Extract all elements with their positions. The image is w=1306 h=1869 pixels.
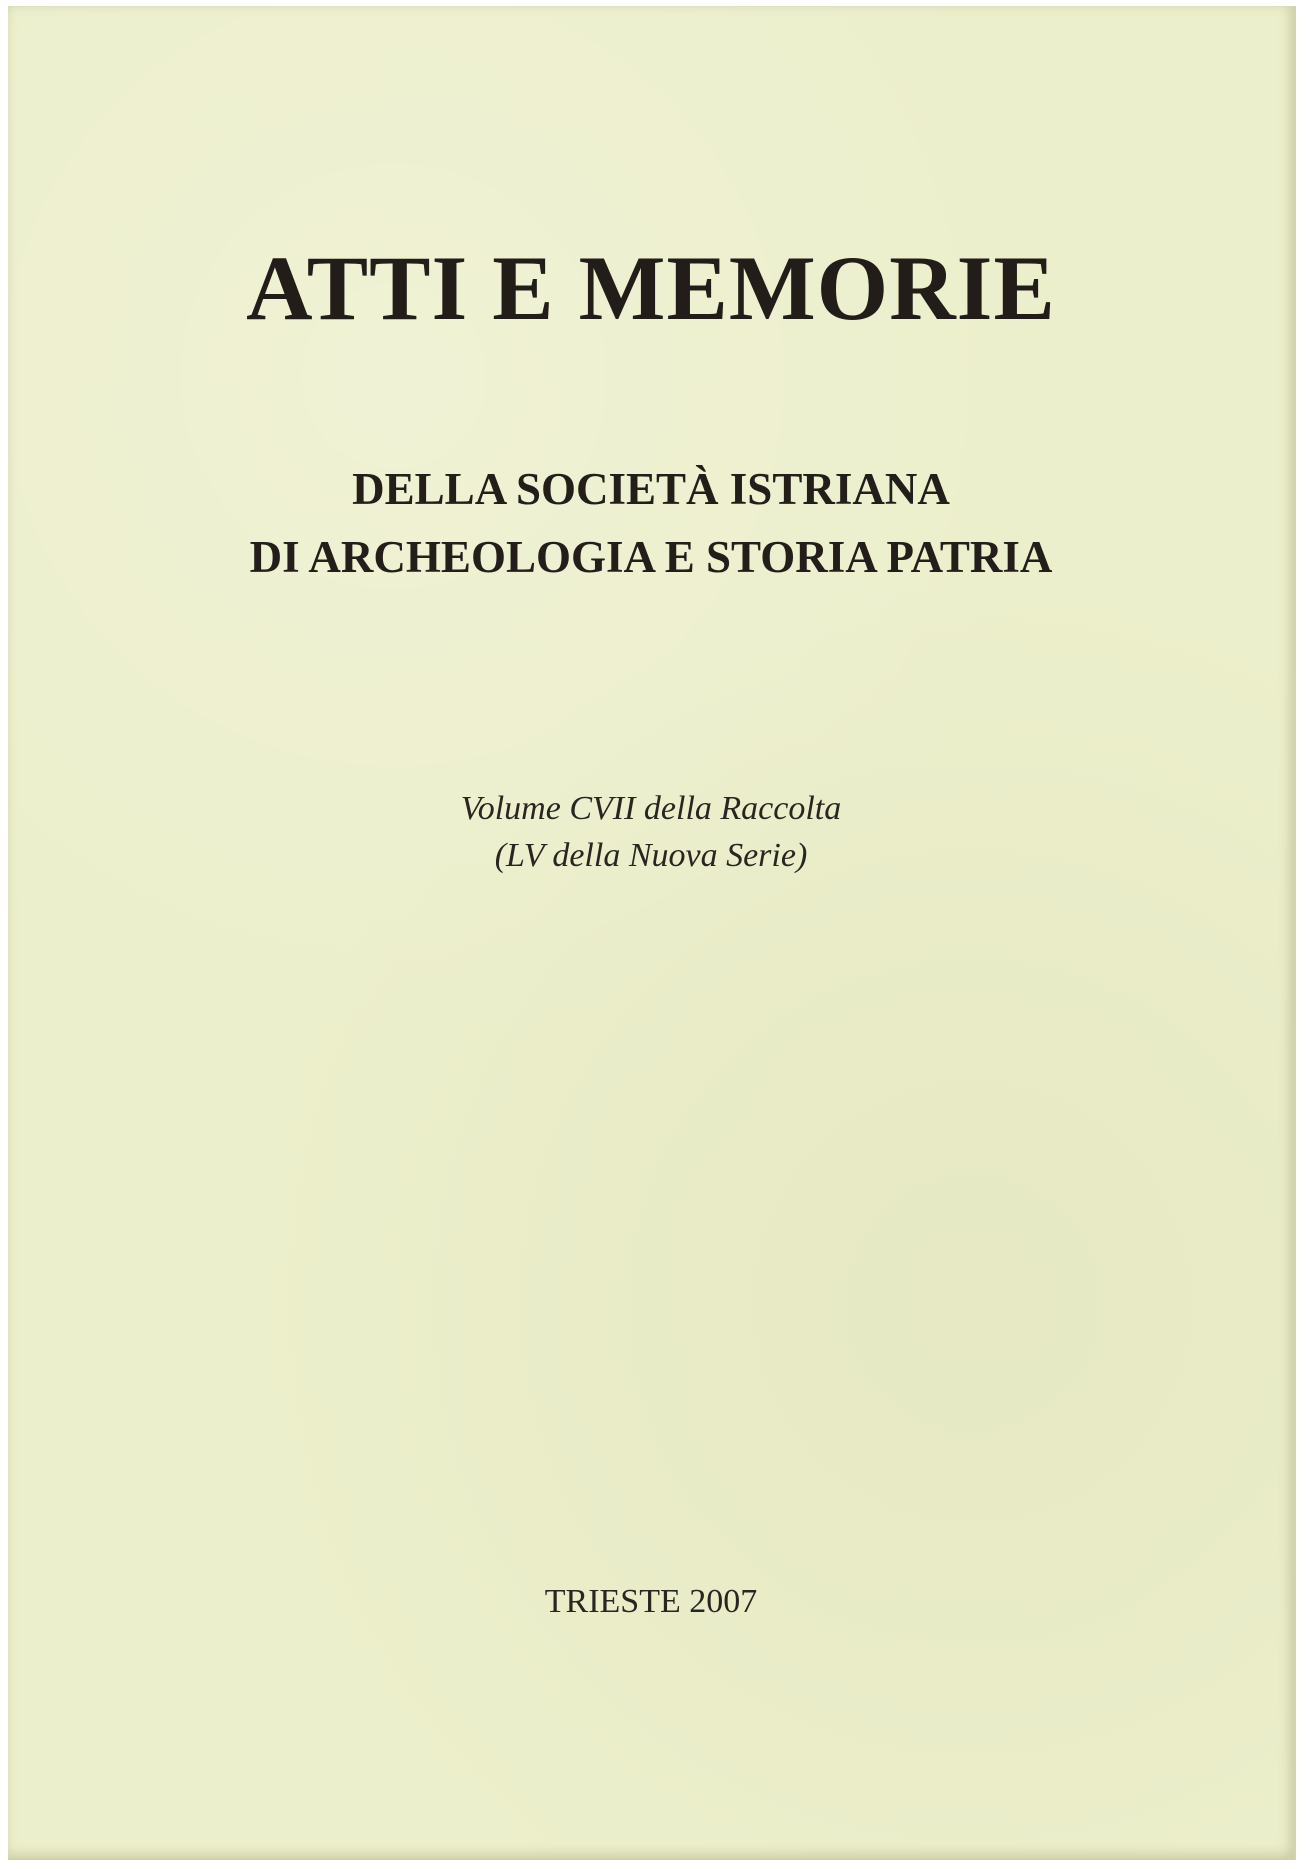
book-cover — [8, 6, 1296, 1860]
volume-info-line-2: (LV della Nuova Serie) — [494, 837, 808, 874]
cover-title: ATTI E MEMORIE — [246, 237, 1056, 339]
place-and-year: TRIESTE 2007 — [544, 1583, 758, 1620]
volume-info-line-1: Volume CVII della Raccolta — [460, 790, 842, 827]
cover-subtitle-line-2: DI ARCHEOLOGIA E STORIA PATRIA — [249, 532, 1053, 582]
cover-subtitle-line-1: DELLA SOCIETÀ ISTRIANA — [352, 464, 950, 514]
